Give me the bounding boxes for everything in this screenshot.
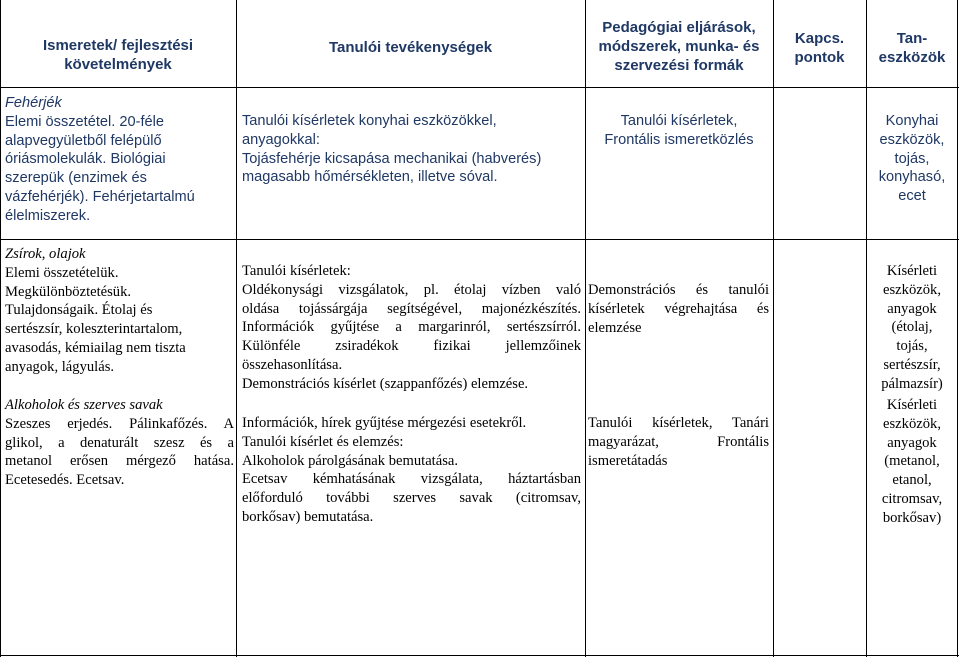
header-connection-line: Kapcs. — [794, 30, 845, 47]
row1-knowledge-line: vázfehérjék). Fehérjetartalmú — [5, 188, 195, 205]
row1-knowledge-line: óriásmolekulák. Biológiai — [5, 151, 166, 168]
row2-tools-line: tojás, — [896, 338, 928, 355]
row2-tools-line: Kísérleti — [886, 263, 938, 279]
header-divider — [0, 87, 959, 88]
row3-tools-line: anyagok — [887, 434, 937, 451]
row3-activities — [242, 414, 581, 527]
row1-activities — [242, 112, 582, 187]
border-right — [957, 0, 958, 657]
row1-tools-line: tojás, — [894, 150, 930, 167]
row2-topic-title: Zsírok, olajok — [5, 246, 86, 262]
row2-methods-line: Demonstrációs és tanulói — [588, 282, 769, 298]
row2-tools-line: anyagok — [887, 300, 937, 317]
row3-methods-line: ismeretátadás — [588, 452, 668, 469]
row1-topic-title: Fehérjék — [5, 95, 62, 111]
row3-activity-line: Ecetsav kémhatásának vizsgálata, háztartásban — [242, 471, 581, 488]
row1-tools-line: Konyhai — [885, 113, 939, 129]
row2-activity-line: Különféle zsiradékok fizikai jellemzőinek — [242, 338, 581, 355]
header-knowledge-line: követelmények — [64, 56, 172, 73]
row3-tools — [868, 396, 956, 528]
row3-knowledge-line: metanol erősen mérgező hatása. — [5, 453, 234, 470]
row2-activity-line: Információk gyűjtése a margarinról, sertészsírról. — [242, 319, 581, 336]
header-connection-line: pontok — [794, 49, 845, 66]
header-knowledge — [2, 36, 234, 74]
row1-tools-line: eszközök, — [879, 131, 945, 148]
row3-activity-line: előforduló további szerves savak (citromsav, — [242, 490, 581, 507]
row3-knowledge — [5, 396, 234, 490]
row1-knowledge-line: élelmiszerek. — [5, 207, 91, 224]
row3-methods-line: magyarázat, Frontális — [588, 433, 769, 450]
row2-knowledge-line: sertészsír, koleszterintartalom, — [5, 321, 183, 338]
header-tools — [868, 29, 956, 67]
row2-methods — [588, 281, 769, 337]
row2-knowledge-line: Megkülönböztetésük. — [5, 283, 132, 300]
row3-activity-line: Információk, hírek gyűjtése mérgezési esetekről. — [242, 415, 527, 431]
row3-methods — [588, 414, 769, 470]
row1-activity-line: Tojásfehérje kicsapása mechanikai (habverés) — [242, 150, 542, 167]
header-student-activities: Tanulói tevékenységek — [328, 39, 493, 56]
header-methods-line: Pedagógiai eljárások, — [602, 19, 756, 36]
row1-methods — [587, 112, 771, 150]
row1-tools — [868, 112, 956, 206]
row3-tools-line: etanol, — [892, 472, 932, 489]
row2-knowledge-line: Elemi összetételük. — [5, 264, 119, 281]
row1-methods-line: Tanulói kísérletek, — [620, 113, 738, 129]
row2-knowledge-line: Tulajdonságaik. Étolaj és — [5, 302, 153, 319]
row3-activity-line: borkősav) bemutatása. — [242, 508, 374, 525]
column-divider-3 — [773, 0, 774, 657]
row2-tools-line: (étolaj, — [891, 319, 933, 336]
row2-activities — [242, 262, 581, 394]
border-left — [0, 0, 1, 657]
row-divider — [0, 239, 959, 240]
row1-knowledge-line: szerepük (enzimek és — [5, 170, 147, 187]
row1-tools-line: konyhasó, — [878, 169, 946, 186]
row3-methods-line: Tanulói kísérletek, Tanári — [588, 415, 769, 431]
row3-tools-line: eszközök, — [883, 415, 941, 432]
row3-tools-line: Kísérleti — [886, 397, 938, 413]
border-bottom — [0, 655, 959, 656]
header-methods-line: módszerek, munka- és — [598, 38, 760, 55]
row3-activity-line: Alkoholok párolgásának bemutatása. — [242, 452, 459, 469]
row1-knowledge-line: alapvegyületből felépülő — [5, 132, 162, 149]
row3-activity-line: Tanulói kísérlet és elemzés: — [242, 433, 404, 450]
column-divider-1 — [236, 0, 237, 657]
row2-activity-line: oldása tojássárgája segítségével, majonézkészítés. — [242, 300, 581, 317]
row3-tools-line: borkősav) — [882, 509, 942, 526]
row2-knowledge-line: avasodás, kémiailag nem tiszta — [5, 339, 186, 356]
row2-activity-line: Demonstrációs kísérlet (szappanfőzés) elemzése. — [242, 375, 529, 392]
row3-knowledge-line: glikol, a denaturált szesz és a — [5, 434, 234, 451]
row3-topic-title: Alkoholok és szerves savak — [5, 397, 163, 413]
row2-activity-line: Tanulói kísérletek: — [242, 263, 351, 279]
row1-tools-line: ecet — [898, 188, 926, 205]
header-knowledge-line: Ismeretek/ fejlesztési — [42, 37, 194, 54]
column-divider-2 — [585, 0, 586, 657]
row2-knowledge — [5, 245, 234, 377]
row2-tools-line: sertészsír, — [883, 356, 941, 373]
row1-activity-line: magasabb hőmérsékleten, illetve sóval. — [242, 169, 498, 186]
row3-knowledge-line: Szeszes erjedés. Pálinkafőzés. A — [5, 415, 234, 432]
row1-knowledge — [5, 94, 233, 226]
row2-knowledge-line: anyagok, lágyulás. — [5, 358, 115, 375]
row2-methods-line: kísérletek végrehajtása és — [588, 300, 769, 317]
row2-activity-line: összehasonlítása. — [242, 356, 343, 373]
row2-tools-line: pálmazsír) — [881, 375, 943, 392]
header-methods-line: szervezési formák — [614, 57, 744, 74]
row1-knowledge-line: Elemi összetétel. 20-féle — [5, 113, 164, 130]
header-connection-points — [775, 29, 864, 67]
row1-activity-line: Tanulói kísérletek konyhai eszközökkel, — [242, 113, 497, 129]
row2-methods-line: elemzése — [588, 319, 642, 336]
row3-knowledge-line: Ecetesedés. Ecetsav. — [5, 472, 125, 489]
row1-methods-line: Frontális ismeretközlés — [604, 131, 754, 148]
row2-tools — [868, 262, 956, 394]
row2-tools-line: eszközök, — [883, 281, 941, 298]
column-divider-4 — [866, 0, 867, 657]
row3-tools-line: citromsav, — [881, 490, 943, 507]
row2-activity-line: Oldékonysági vizsgálatok, pl. étolaj vízben való — [242, 281, 581, 298]
header-tools-line: Tan- — [896, 30, 928, 47]
header-tools-line: eszközök — [878, 49, 946, 66]
header-methods — [587, 18, 771, 75]
row3-tools-line: (metanol, — [884, 453, 940, 470]
row1-activity-line: anyagokkal: — [242, 131, 320, 148]
